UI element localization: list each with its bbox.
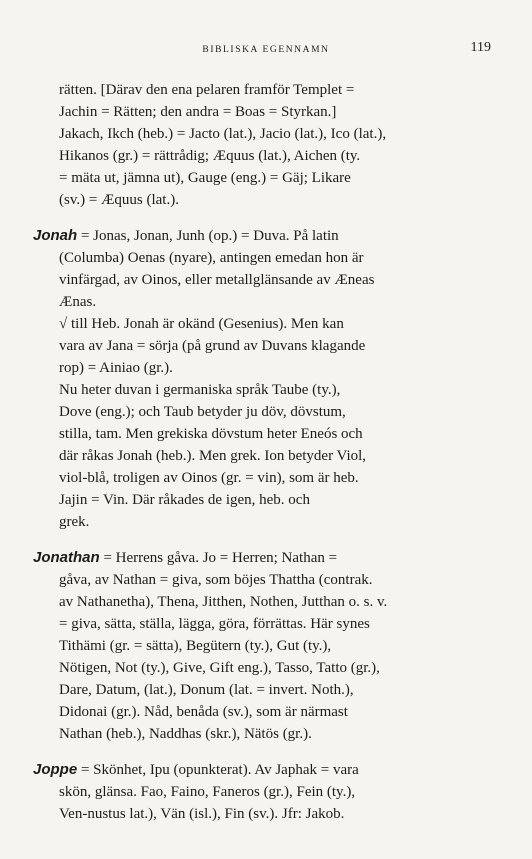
text-line: Tithämi (gr. = sätta), Begütern (ty.), Gut (ty.), [59, 638, 332, 654]
text-line: grek. [59, 514, 90, 530]
running-title: BIBLISKA EGENNAMN [202, 45, 330, 55]
text-line: där råkas Jonah (heb.). Men grek. Ion betyder Viol, [59, 448, 367, 464]
text-line: rätten. [Därav den ena pelaren framför Templet = [59, 82, 355, 98]
text-line: rop) = Ainiao (gr.). [59, 360, 173, 376]
text-line: √ till Heb. Jonah är okänd (Gesenius). Men kan [59, 316, 344, 332]
text-line: Hikanos (gr.) = rättrådig; Æquus (lat.), Aichen (ty. [59, 148, 361, 164]
headword: Jonah [33, 227, 78, 244]
text-line: Nu heter duvan i germaniska språk Taube (ty.), [59, 382, 341, 398]
text-line: = giva, sätta, ställa, lägga, göra, förrättas. Här synes [59, 616, 370, 632]
text-line: Jonathan = Herrens gåva. Jo = Herren; Nathan = [33, 549, 338, 566]
text-line: Jakach, Ikch (heb.) = Jacto (lat.), Jacio (lat.), Ico (lat.), [59, 126, 387, 142]
headword: Jonathan [33, 549, 100, 566]
text-line: viol-blå, troligen av Oinos (gr. = vin), som är heb. [59, 470, 359, 486]
text-line: Ven-nustus lat.), Vän (isl.), Fin (sv.). Jfr: Jakob. [59, 806, 345, 822]
text-line: Nötigen, Not (ty.), Give, Gift eng.), Tasso, Tatto (gr.), [59, 660, 380, 676]
text-line: Jonah = Jonas, Jonan, Junh (op.) = Duva. På latin [33, 227, 339, 244]
text-line: Dove (eng.); och Taub betyder ju döv, dövstum, [59, 404, 346, 420]
text-line: Ænas. [59, 294, 97, 310]
text-line: Joppe = Skönhet, Ipu (opunkterat). Av Japhak = vara [33, 761, 359, 778]
text-line: vara av Jana = sörja (på grund av Duvans klagande [59, 338, 366, 354]
page-number: 119 [470, 40, 491, 55]
text-line: (sv.) = Æquus (lat.). [59, 192, 179, 208]
headword: Joppe [33, 761, 78, 778]
text-line: skön, glänsa. Fao, Faino, Faneros (gr.), Fein (ty.), [59, 784, 356, 800]
text-line: Jajin = Vin. Där råkades de igen, heb. och [59, 492, 310, 508]
text-line: Nathan (heb.), Naddhas (skr.), Nätös (gr.). [59, 726, 312, 742]
text-line: (Columba) Oenas (nyare), antingen emedan hon är [59, 250, 364, 266]
text-line: av Nathanetha), Thena, Jitthen, Nothen, Jutthan o. s. v. [59, 594, 388, 610]
text-line: vinfärgad, av Oinos, eller metallglänsande av Æneas [59, 272, 375, 288]
text-line: Jachin = Rätten; den andra = Boas = Styrkan.] [59, 104, 337, 120]
text-line: = mäta ut, jämna ut), Gauge (eng.) = Gäj; Likare [59, 170, 351, 186]
text-line: Didonai (gr.). Nåd, benåda (sv.), som är närmast [59, 704, 348, 720]
text-line: Dare, Datum, (lat.), Donum (lat. = invert. Noth.), [59, 682, 354, 698]
text-line: gåva, av Nathan = giva, som böjes Thattha (contrak. [59, 572, 373, 588]
running-head [0, 40, 532, 59]
text-line: stilla, tam. Men grekiska dövstum heter Eneós och [59, 426, 363, 442]
